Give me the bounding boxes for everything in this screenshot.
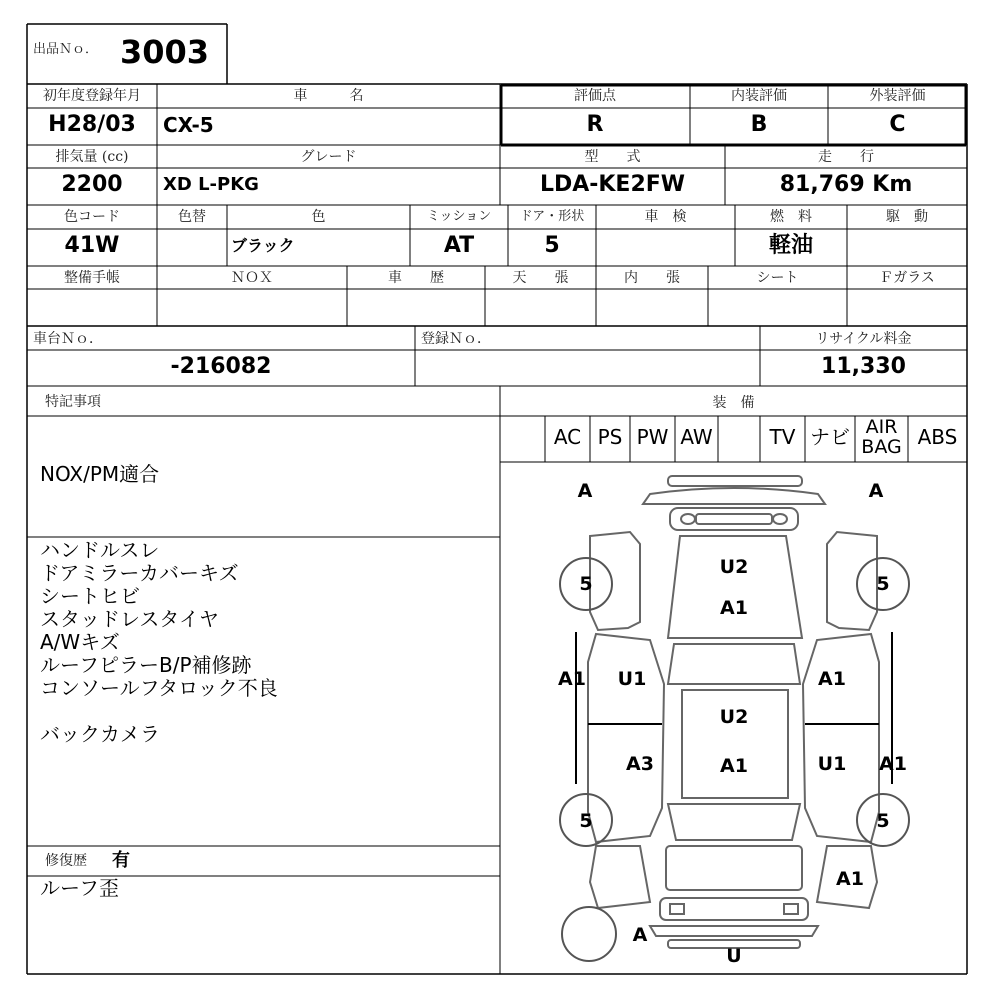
- label-exterior: 外装評価: [869, 88, 926, 104]
- value-mission: AT: [443, 233, 475, 258]
- value-chassis-no: -216082: [170, 354, 272, 379]
- label-nox: ＮＯＸ: [231, 270, 273, 286]
- mark-fender-right: A1: [818, 668, 846, 690]
- value-doors: 5: [544, 233, 560, 258]
- value-car-name: CX-5: [163, 113, 214, 137]
- value-grade: XD L-PKG: [163, 174, 259, 195]
- label-fuel: 燃 料: [770, 209, 812, 225]
- label-drive: 駆 動: [886, 209, 928, 225]
- mark-quarter-right: A1: [879, 753, 907, 775]
- label-grade: グレード: [300, 149, 357, 165]
- lot-label: 出品Ｎｏ．: [33, 42, 99, 57]
- mark-roof-2: A1: [720, 755, 748, 777]
- value-repair-history: 有: [112, 850, 130, 871]
- label-car-history: 車 歴: [388, 270, 444, 286]
- note-line: スタッドレスタイヤ: [40, 607, 219, 631]
- mark-rear-bumper: U: [726, 945, 742, 967]
- mark-roof-1: U2: [719, 706, 749, 728]
- value-first-registration: H28/03: [48, 112, 136, 137]
- label-interior-trim: 内 張: [624, 270, 680, 286]
- label-maintenance-book: 整備手帳: [64, 270, 120, 286]
- label-mileage: 走 行: [818, 149, 874, 165]
- note-line: [40, 700, 490, 723]
- mark-rear-right: A1: [836, 868, 864, 890]
- value-color: ブラック: [231, 236, 295, 255]
- label-front-glass: Ｆガラス: [879, 270, 935, 286]
- label-repair-history: 修復歴: [45, 853, 87, 869]
- label-headliner: 天 張: [512, 270, 569, 286]
- value-score: R: [586, 112, 604, 137]
- note-nox-pm: NOX/PM適合: [40, 462, 160, 486]
- mark-front-left: A: [577, 480, 593, 502]
- lot-number: 3003: [120, 33, 210, 71]
- mark-door-front-left: U1: [617, 668, 647, 690]
- note-line: A/Wキズ: [40, 630, 120, 654]
- label-mission: ミッション: [426, 209, 492, 224]
- note-line: シートヒビ: [40, 584, 140, 608]
- mark-tire-front-right: 5: [876, 573, 890, 595]
- equip-ps: PS: [597, 425, 623, 449]
- label-registration-no: 登録Ｎｏ．: [421, 331, 491, 347]
- note-line: ハンドルスレ: [40, 538, 160, 562]
- equip-abs: ABS: [917, 425, 958, 449]
- note-repair: ルーフ歪: [40, 876, 119, 900]
- mark-rear-left: A: [632, 924, 648, 946]
- mark-tire-front-left: 5: [579, 573, 593, 595]
- mark-hood-1: U2: [719, 556, 749, 578]
- label-model: 型 式: [584, 149, 641, 165]
- equip-pw: PW: [636, 425, 669, 449]
- equip-navi: ナビ: [810, 425, 850, 449]
- label-equipment: 装 備: [712, 395, 755, 411]
- mark-front-right: A: [868, 480, 884, 502]
- value-model: LDA-KE2FW: [539, 172, 686, 197]
- equip-ac: AC: [553, 425, 582, 449]
- label-score: 評価点: [574, 88, 616, 104]
- note-line: ルーフピラーB/P補修跡: [40, 653, 252, 677]
- label-inspection: 車 検: [644, 209, 687, 225]
- label-special-notes: 特記事項: [45, 394, 101, 410]
- mark-hood-2: A1: [720, 597, 748, 619]
- notes-list: [40, 539, 490, 746]
- note-line: バックカメラ: [40, 722, 160, 746]
- note-line: ドアミラーカバーキズ: [40, 561, 239, 585]
- label-car-name: 車 名: [293, 88, 364, 104]
- mark-tire-rear-left: 5: [579, 810, 593, 832]
- label-interior: 内装評価: [731, 88, 787, 104]
- label-door-shape: ドア・形状: [519, 209, 585, 224]
- value-color-code: 41W: [64, 233, 120, 258]
- equip-tv: TV: [769, 425, 796, 449]
- value-displacement: 2200: [61, 172, 123, 197]
- label-color: 色: [311, 209, 326, 225]
- label-color-change: 色替: [178, 209, 206, 225]
- value-mileage: 81,769 Km: [779, 172, 913, 197]
- mark-door-rear-right: U1: [817, 753, 847, 775]
- equip-airbag: AIR BAG: [861, 416, 902, 458]
- mark-fender-left: A1: [558, 668, 586, 690]
- mark-door-rear-left: A3: [626, 753, 654, 775]
- mark-tire-rear-right: 5: [876, 810, 890, 832]
- note-line: コンソールフタロック不良: [40, 676, 278, 700]
- label-first-registration: 初年度登録年月: [43, 88, 141, 104]
- label-displacement: 排気量 (cc): [55, 149, 129, 165]
- value-recycle-fee: 11,330: [821, 354, 906, 379]
- label-seat: シート: [756, 270, 799, 286]
- label-chassis-no: 車台Ｎｏ．: [33, 331, 103, 347]
- equip-aw: AW: [680, 425, 713, 449]
- value-interior: B: [750, 112, 768, 137]
- label-color-code: 色コード: [64, 209, 120, 225]
- value-fuel: 軽油: [768, 233, 813, 258]
- value-exterior: C: [889, 112, 906, 137]
- label-recycle-fee: リサイクル料金: [815, 331, 912, 347]
